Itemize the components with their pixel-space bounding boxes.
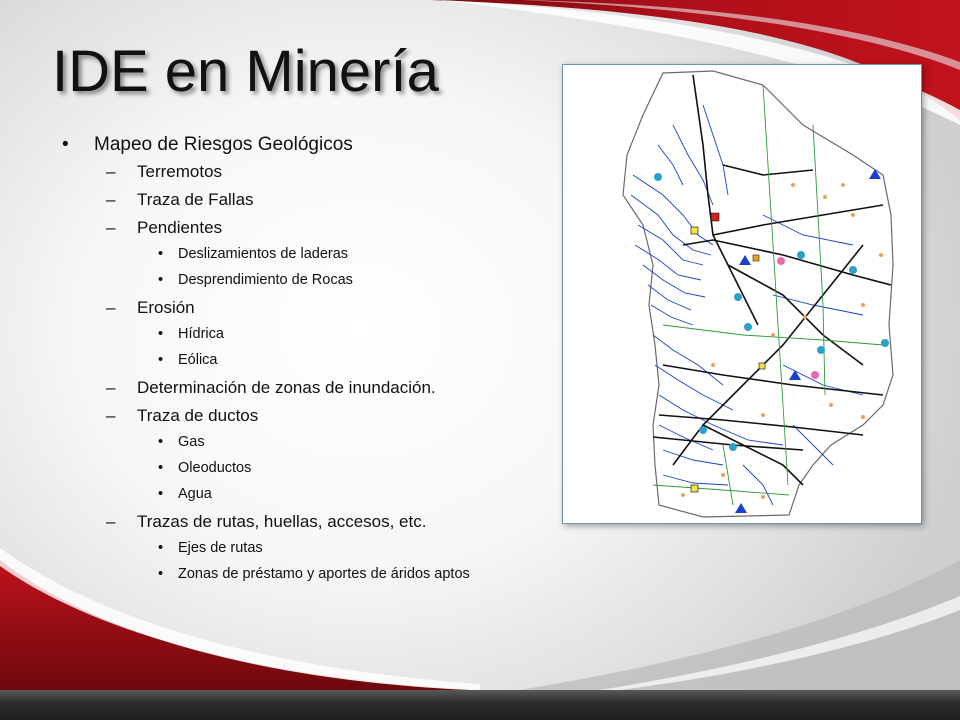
dash-marker: – <box>106 406 116 425</box>
bullet-item-level3 <box>62 486 542 503</box>
bullet-text: Ejes de rutas <box>178 540 263 556</box>
dash-marker: – <box>106 190 116 209</box>
bullet-text: Eólica <box>178 352 218 368</box>
province-map-image <box>562 64 922 524</box>
bullet-item-level2 <box>62 406 542 426</box>
bullet-text: Erosión <box>137 298 195 317</box>
map-drawing <box>563 65 921 523</box>
bullet-item-level2 <box>62 190 542 210</box>
bullet-text: Terremotos <box>137 162 223 181</box>
dash-marker: – <box>106 378 116 397</box>
bullet-item-level2 <box>62 512 542 532</box>
bullet-text: Agua <box>178 486 212 502</box>
dash-marker: – <box>106 298 116 317</box>
bullet-item-level2 <box>62 218 542 238</box>
bullet-item-level3 <box>62 460 542 477</box>
dash-marker: – <box>106 218 116 237</box>
bullet-item-level3 <box>62 352 542 369</box>
bullet-marker: • <box>158 434 164 450</box>
bullet-text: Pendientes <box>137 218 223 237</box>
bullet-text: Desprendimiento de Rocas <box>178 272 353 288</box>
bullet-text: Hídrica <box>178 326 224 342</box>
bullet-text: Traza de ductos <box>137 406 259 425</box>
bullet-text: Gas <box>178 434 205 450</box>
bullet-marker: • <box>158 352 164 368</box>
bullet-text: Mapeo de Riesgos Geológicos <box>94 134 353 155</box>
bullet-item-level3 <box>62 246 542 263</box>
bullet-text: Traza de Fallas <box>137 190 254 209</box>
bullet-text: Zonas de préstamo y aportes de áridos aptos <box>178 566 470 582</box>
bullet-text: Trazas de rutas, huellas, accesos, etc. <box>137 512 427 531</box>
bullet-marker: • <box>62 134 69 155</box>
bullet-marker: • <box>158 460 164 476</box>
bullet-marker: • <box>158 272 164 288</box>
bullet-marker: • <box>158 486 164 502</box>
dash-marker: – <box>106 162 116 181</box>
bullet-marker: • <box>158 566 164 582</box>
bullet-marker: • <box>158 246 164 262</box>
footer-bar <box>0 690 960 720</box>
bullet-item-level1 <box>62 134 542 156</box>
bullet-item-level3 <box>62 434 542 451</box>
bullet-text: Oleoductos <box>178 460 252 476</box>
bullet-item-level2 <box>62 162 542 182</box>
bullet-item-level3 <box>62 326 542 343</box>
bullet-text: Deslizamientos de laderas <box>178 246 349 262</box>
bullet-marker: • <box>158 540 164 556</box>
bullet-marker: • <box>158 326 164 342</box>
bullet-item-level3 <box>62 272 542 289</box>
bullet-item-level2 <box>62 298 542 318</box>
bullet-item-level2 <box>62 378 542 398</box>
bullet-item-level3 <box>62 540 542 557</box>
bullet-list <box>62 130 542 592</box>
bullet-item-level3 <box>62 566 542 583</box>
slide-title: IDE en Minería <box>52 39 439 104</box>
dash-marker: – <box>106 512 116 531</box>
bullet-text: Determinación de zonas de inundación. <box>137 378 436 397</box>
